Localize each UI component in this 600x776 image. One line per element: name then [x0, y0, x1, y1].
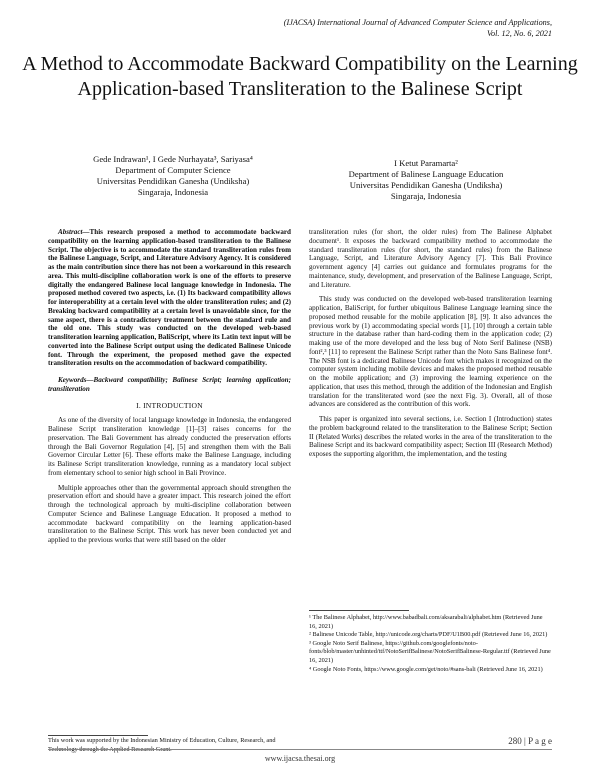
- abstract-text: This research proposed a method to accommodate backward compatibility on the learning application-based transliteration to the Balinese Script. The objective is to accommodate the standard transliteration rules from the Balinese Language, Script, and Literature Advisory Agency. It is considered as the main contribution since there has not been a workaround in this research area. This multi-discipline collaboration work is one of the efforts to preserve digitally the endangered Balinese local language knowledge in Indonesia. The proposed method covered two aspects, i.e. (1) Its backward compatibility allows for interoperability at a certain level with the older transliteration rules; and (2) Breaking backward compatibility at a certain level is unavoidable since, for the same aspect, there is a contradictory treatment between the standard rule and the old one. This study was conducted on the developed web-based transliteration learning application, BaliScript, where its Latin text input will be converted into the Balinese Script output using the dedicated Balinese Unicode font. Through the experiment, the proposed method gave the expected transliteration results on the accommodation of backward compatibility.: [48, 228, 291, 368]
- footnote-4: ⁴ Google Noto Fonts, https://www.google.com/get/noto/#sans-bali (Retrieved June 16, 2021): [309, 665, 543, 673]
- keywords: Keywords—Backward compatibility; Balinese Script; learning application; transliteration: [48, 376, 291, 393]
- author-department: Department of Balinese Language Education: [348, 169, 504, 179]
- journal-website: www.ijacsa.thesai.org: [264, 754, 336, 763]
- right-paragraph-3: This paper is organized into several sections, i.e. Section I (Introduction) states the problem background related to the transliteration to the Balinese Script; Section II (Related Works) describes the related works in the area of the transliteration to the Balinese Script and its backward compatibility aspect; Section III (Research Method) exposes the supporting algorithm, the implementation, and the testing: [309, 415, 552, 458]
- intro-paragraph-2: Multiple approaches other than the governmental approach should strengthen the preservation effort and should have a greater impact. This research joined the effort through the technological approach by multi-discipline collaboration between Computer Science and Balinese Language Education. It proposed a method to accommodate backward compatibility on the learning application-based transliteration to the Balinese Script. This work has never been conducted yet and applied to the previous works that were still based on the older: [48, 483, 291, 544]
- author-city: Singaraja, Indonesia: [137, 187, 209, 197]
- right-column: [309, 228, 552, 459]
- footnote-2: ² Balinese Unicode Table, http://unicode.org/charts/PDF/U1B00.pdf (Retrieved June 16, 2021): [309, 631, 548, 639]
- author-university: Universitas Pendidikan Ganesha (Undiksha): [96, 176, 250, 186]
- journal-header-line2: Vol. 12, No. 6, 2021: [486, 29, 552, 38]
- right-paragraph-1: transliteration rules (for short, the older rules) from The Balinese Alphabet document¹. It exposes the backward compatibility method to accommodate the standard transliteration rules (for short, the standard rules) from the Balinese Language, Script, and Literature Advisory Agency [7]. This Bali Province government agency [4] carries out guidance and formulates programs for the maintenance, study, development, and preservation of the Balinese Language, Script, and Literature.: [309, 228, 552, 289]
- footnote-rule: [309, 610, 409, 611]
- funding-note: This work was supported by the Indonesian Ministry of Education, Culture, Research, and Technology through the Applied Research Grant.: [48, 737, 276, 753]
- footer-rule: [48, 749, 552, 750]
- footnotes: [309, 614, 552, 674]
- author-department: Department of Computer Science: [115, 165, 231, 175]
- journal-header-line1: (IJACSA) International Journal of Advanced Computer Science and Applications,: [283, 18, 552, 27]
- author-block-right: [300, 158, 552, 202]
- page-number: 280 | P a g e: [508, 736, 552, 746]
- author-university: Universitas Pendidikan Ganesha (Undiksha): [349, 180, 503, 190]
- intro-paragraph-1: As one of the diversity of local language knowledge in Indonesia, the endangered Balinese Script transliteration knowledge [1]–[3] raises concerns for the preservation. The Bali Government has already conducted the preservation efforts through the Bali Governor Regulation [4], [5] and strengthen them with the Bali Governor Circular Letter [6]. These efforts make the Balinese Language, including its Balinese Script transliteration knowledge, running as a mandatory local subject from elementary school to senior high school in Bali Province.: [48, 416, 291, 477]
- author-block-left: [48, 154, 298, 198]
- footnote-3: ³ Google Noto Serif Balinese, https://github.com/googlefonts/noto-fonts/blob/master/unhinted/ttf/NotoSerifBalinese/NotoSerifBalinese-Regular.ttf (Retrieved June 16, 2021): [309, 639, 551, 664]
- author-names: I Ketut Paramarta²: [394, 158, 458, 168]
- abstract: [48, 228, 291, 368]
- section-heading-introduction: I. INTRODUCTION: [136, 400, 203, 410]
- footnote-1: ¹ The Balinese Alphabet, http://www.babadbali.com/aksarabali/alphabet.htm (Retrieved June 16, 2021): [309, 614, 543, 630]
- left-column: [48, 228, 291, 545]
- journal-header: [252, 17, 552, 39]
- abstract-label: Abstract—: [58, 228, 90, 236]
- paper-title: A Method to Accommodate Backward Compatibility on the Learning Application-based Transliteration to the Balinese Script: [22, 53, 578, 100]
- author-city: Singaraja, Indonesia: [390, 191, 462, 201]
- author-names: Gede Indrawan¹, I Gede Nurhayata³, Sariyasa⁴: [93, 154, 253, 164]
- right-paragraph-2: This study was conducted on the developed web-based transliteration learning application, BaliScript, for further ubiquitous Balinese Language learning since the proposed method reusable for the mobile application [8], [9]. It also advances the previous work by (1) accommodating special words [1], [10] through a certain table structure in the database rather than hard-coding them in the application code; (2) making use of the more developed and the less bug of Noto Serif Balinese (NSB) font²,³ [11] to represent the Balinese Script rather than the Noto Sans Balinese font⁴. The NSB font is a dedicated Balinese Unicode font which makes it recognized on the computer system including mobile devices and makes the proposed method reusable on the mobile application; and (3) improving the learning experience on the application, that uses this method, through the addition of the Indonesian and English translation for the transliterated word (see the next Fig. 3). Overall, all of those advances are considered as the contribution of this work.: [309, 295, 552, 409]
- footnote-rule: [48, 735, 148, 736]
